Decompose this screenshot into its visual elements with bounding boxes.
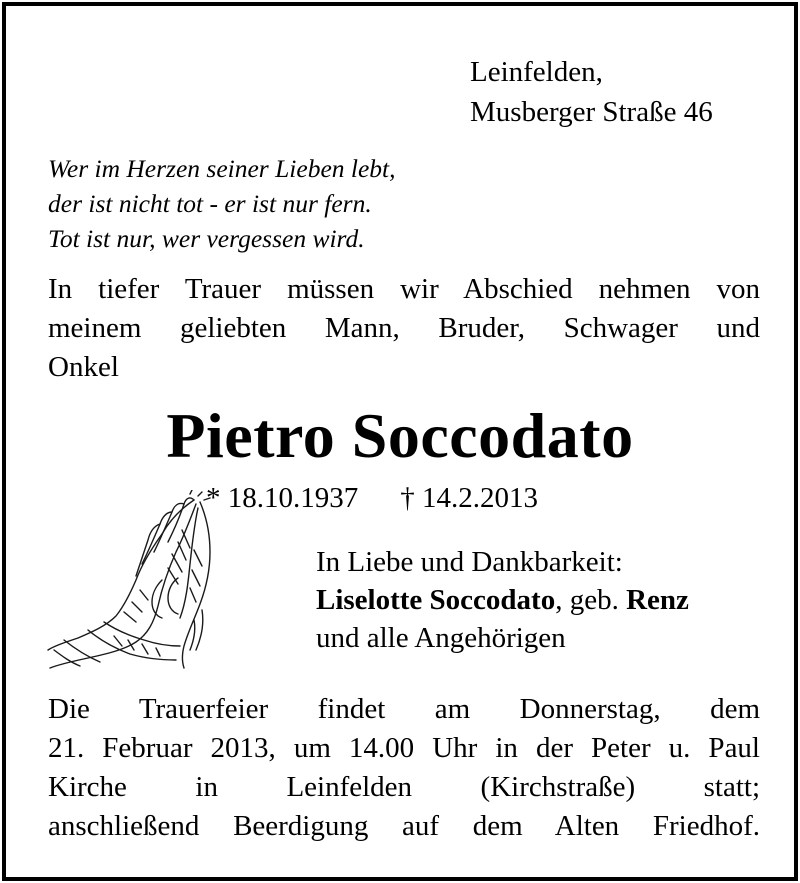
- poem-line-1: Wer im Herzen seiner Lieben lebt,: [48, 154, 396, 183]
- poem-line-3: Tot ist nur, wer vergessen wird.: [48, 224, 365, 253]
- ceremony-line-1: Die Trauerfeier findet am Donnerstag, dem: [48, 693, 760, 725]
- mourning-intro: [48, 270, 760, 387]
- praying-hands-icon: [44, 490, 214, 670]
- family-greeting: In Liebe und Dankbarkeit:: [316, 546, 623, 578]
- ceremony-line-3: Kirche in Leinfelden (Kirchstraße) statt;: [48, 771, 760, 803]
- intro-line-2: meinem geliebten Mann, Bruder, Schwager und: [48, 312, 760, 344]
- family-relatives: und alle Angehörigen: [316, 622, 566, 654]
- intro-line-3: Onkel: [48, 351, 119, 383]
- death-date: † 14.2.2013: [400, 482, 538, 514]
- address-street: Musberger Straße 46: [470, 96, 713, 128]
- life-dates: [206, 480, 538, 516]
- ceremony-line-2: 21. Februar 2013, um 14.00 Uhr in der Peter u. Paul: [48, 732, 760, 764]
- address-block: [470, 52, 713, 132]
- obituary-notice: [2, 2, 798, 881]
- deceased-name: Pietro Soccodato: [166, 400, 634, 471]
- birth-date: * 18.10.1937: [206, 482, 359, 514]
- family-spouse-line: [316, 581, 689, 619]
- family-block: [316, 543, 689, 657]
- poem-line-2: der ist nicht tot - er ist nur fern.: [48, 189, 372, 218]
- maiden-name: Renz: [626, 584, 689, 616]
- intro-line-1: In tiefer Trauer müssen wir Abschied nehmen von: [48, 273, 760, 305]
- ceremony-info: [48, 690, 760, 846]
- born-prefix: , geb.: [555, 584, 627, 616]
- ceremony-line-4: anschließend Beerdigung auf dem Alten Friedhof.: [48, 810, 760, 842]
- address-city: Leinfelden,: [470, 56, 603, 88]
- memorial-poem: [48, 151, 396, 256]
- spouse-name: Liselotte Soccodato: [316, 584, 556, 616]
